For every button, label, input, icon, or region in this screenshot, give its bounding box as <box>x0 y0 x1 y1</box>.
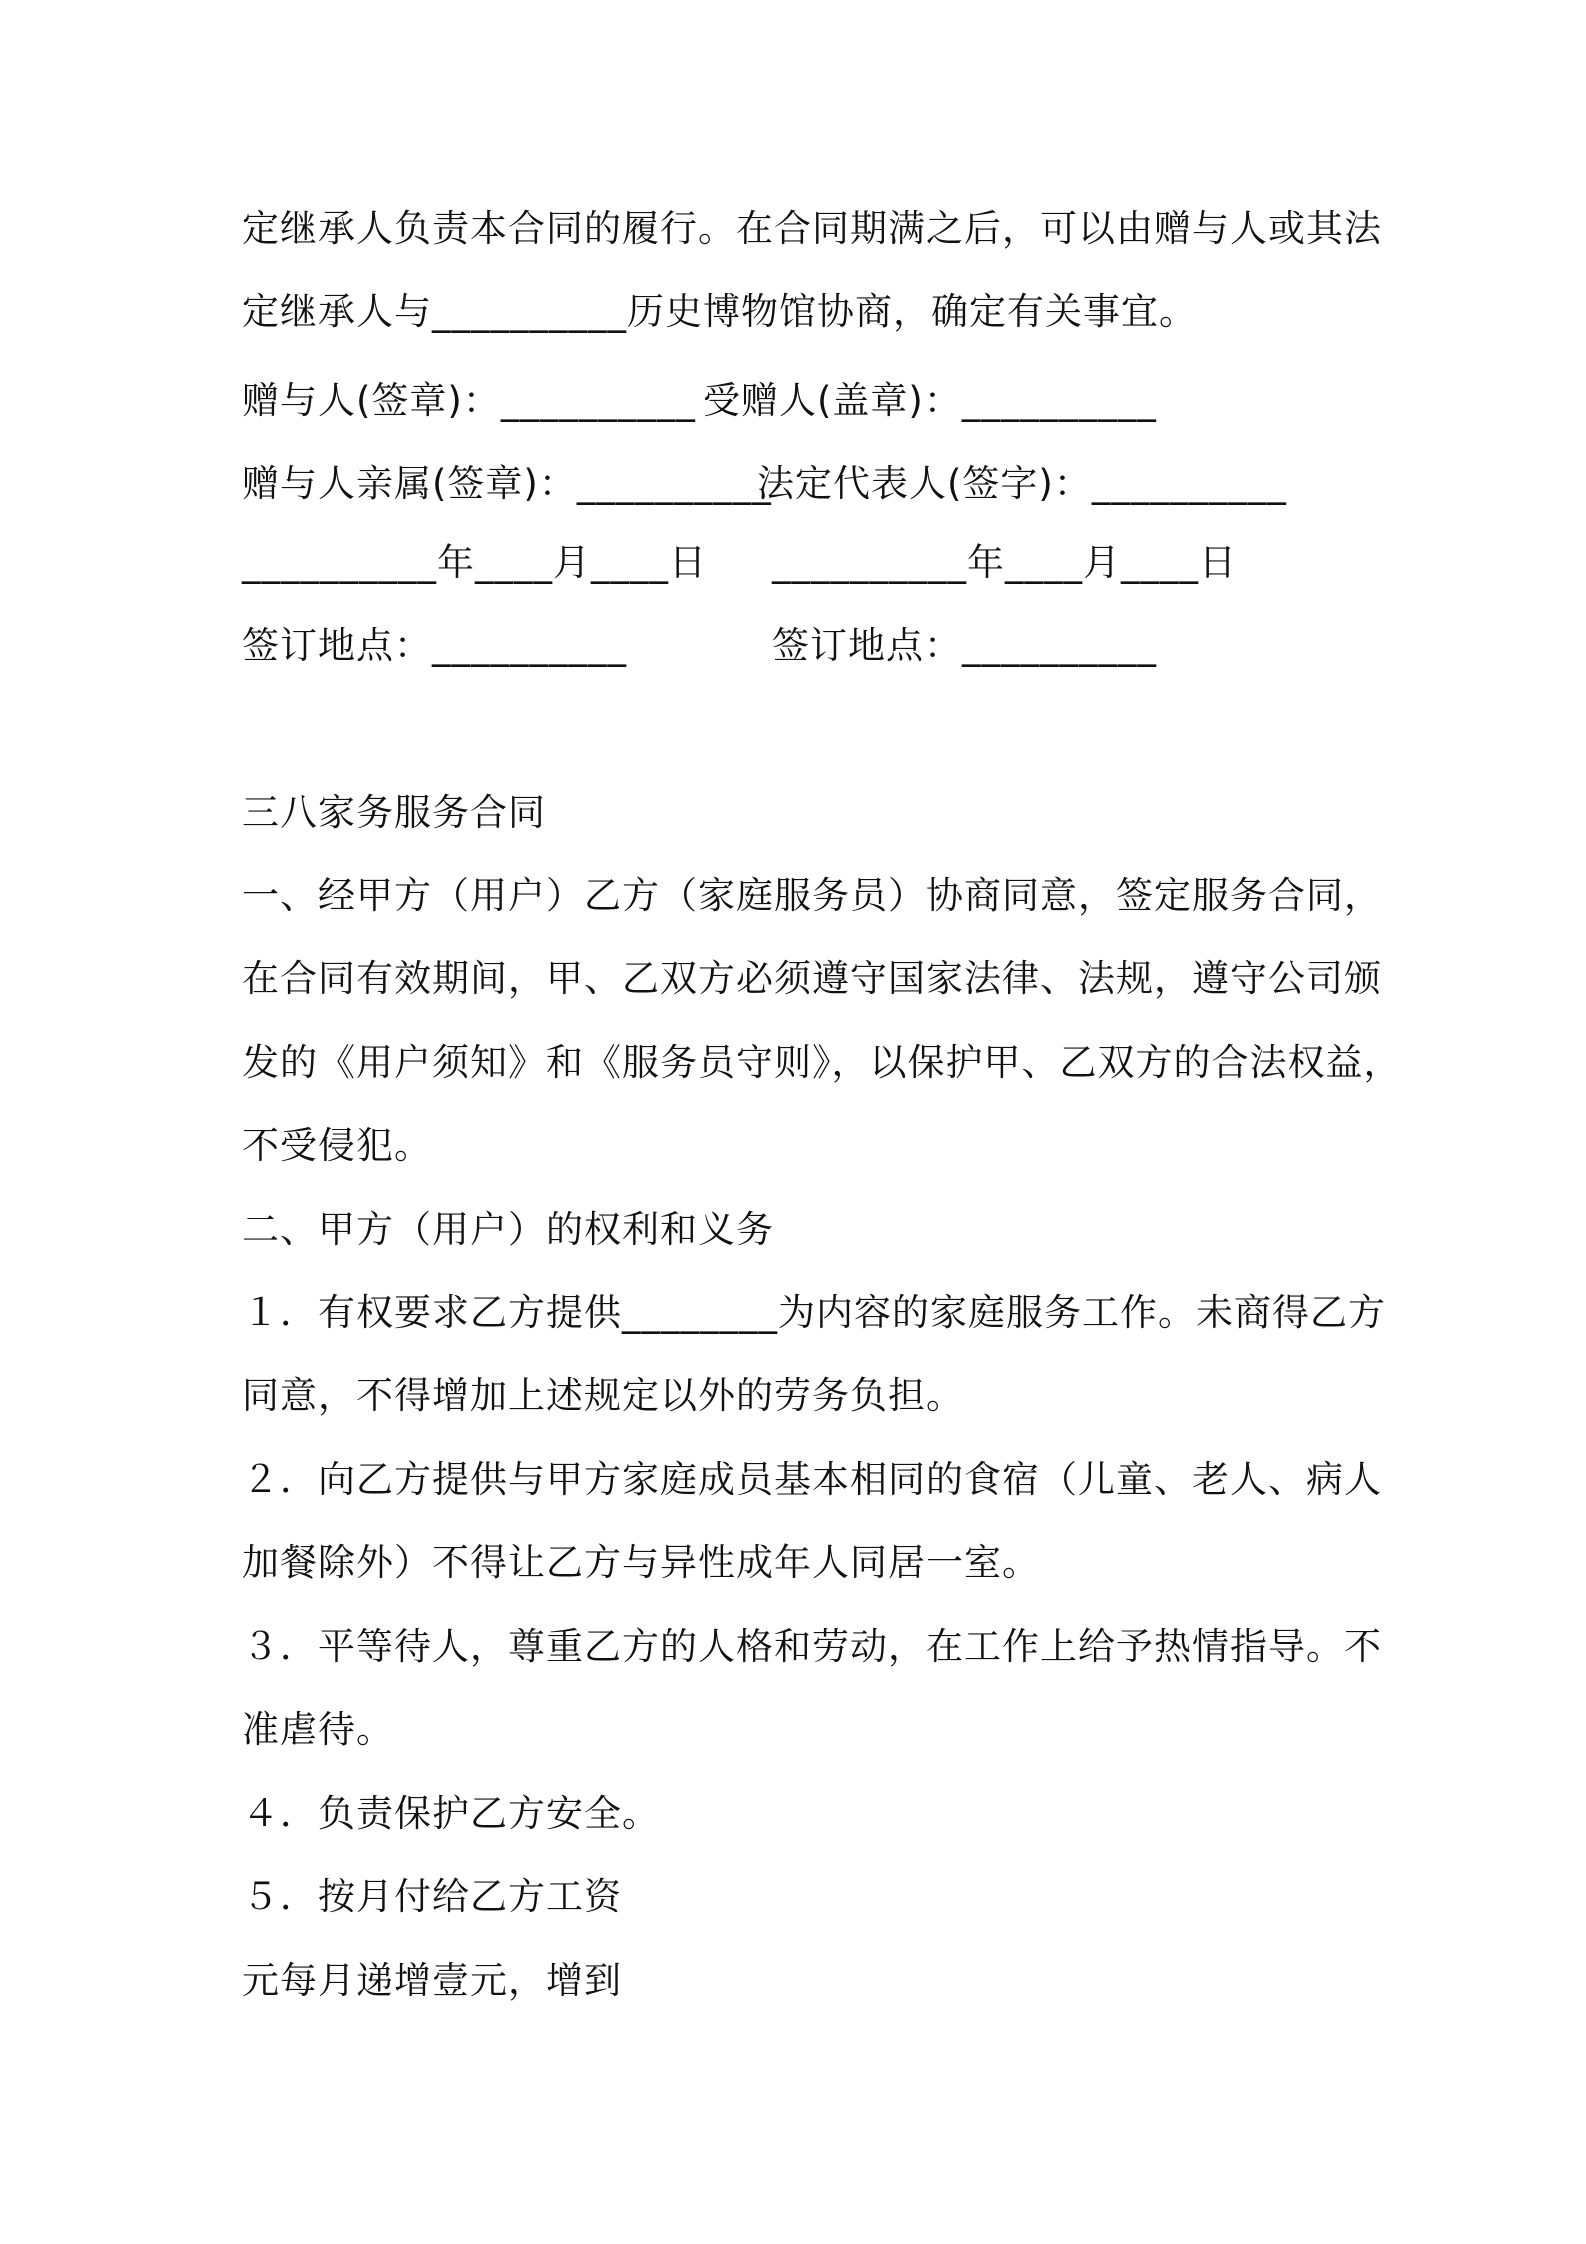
item5-continuation: 元每月递增壹元，增到 <box>242 1959 622 2002</box>
item3-line-1: ３．平等待人，尊重乙方的人格和劳动，在工作上给予热情指导。不 <box>242 1625 1382 1668</box>
continuation-line-2: 定继承人与__________历史博物馆协商，确定有关事宜。 <box>242 290 1197 333</box>
donee-seal: 受赠人(盖章)：__________ <box>703 379 1157 422</box>
date-right: __________年____月____日 <box>772 541 1237 584</box>
clause2-title: 二、甲方（用户）的权利和义务 <box>242 1208 774 1251</box>
item5: ５．按月付给乙方工资 <box>242 1875 622 1918</box>
legal-representative-signature: 法定代表人(签字)：__________ <box>757 462 1287 505</box>
continuation-line-1: 定继承人负责本合同的履行。在合同期满之后，可以由赠与人或其法 <box>242 207 1382 250</box>
signing-place-right: 签订地点：__________ <box>772 624 1157 667</box>
date-left: __________年____月____日 <box>242 541 707 584</box>
item2-line-2: 加餐除外）不得让乙方与异性成年人同居一室。 <box>242 1541 1040 1584</box>
clause1-line-2: 在合同有效期间，甲、乙双方必须遵守国家法律、法规，遵守公司颁 <box>242 957 1382 1000</box>
donor-signature: 赠与人(签章)：__________ <box>242 379 696 422</box>
item3-line-2: 准虐待。 <box>242 1708 394 1751</box>
clause1-line-3: 发的《用户须知》和《服务员守则》，以保护甲、乙双方的合法权益， <box>242 1041 1402 1084</box>
item4: ４．负责保护乙方安全。 <box>242 1792 660 1835</box>
item2-line-1: ２．向乙方提供与甲方家庭成员基本相同的食宿（儿童、老人、病人 <box>242 1458 1382 1501</box>
clause1-line-4: 不受侵犯。 <box>242 1124 432 1167</box>
clause1-line-1: 一、经甲方（用户）乙方（家庭服务员）协商同意，签定服务合同， <box>242 874 1382 917</box>
signing-place-left: 签订地点：__________ <box>242 624 627 667</box>
section-title: 三八家务服务合同 <box>242 791 546 834</box>
item1-line-2: 同意，不得增加上述规定以外的劳务负担。 <box>242 1374 964 1417</box>
donor-relative-signature: 赠与人亲属(签章)：__________ <box>242 462 772 505</box>
item1-line-1: １．有权要求乙方提供________为内容的家庭服务工作。未商得乙方 <box>242 1291 1386 1334</box>
